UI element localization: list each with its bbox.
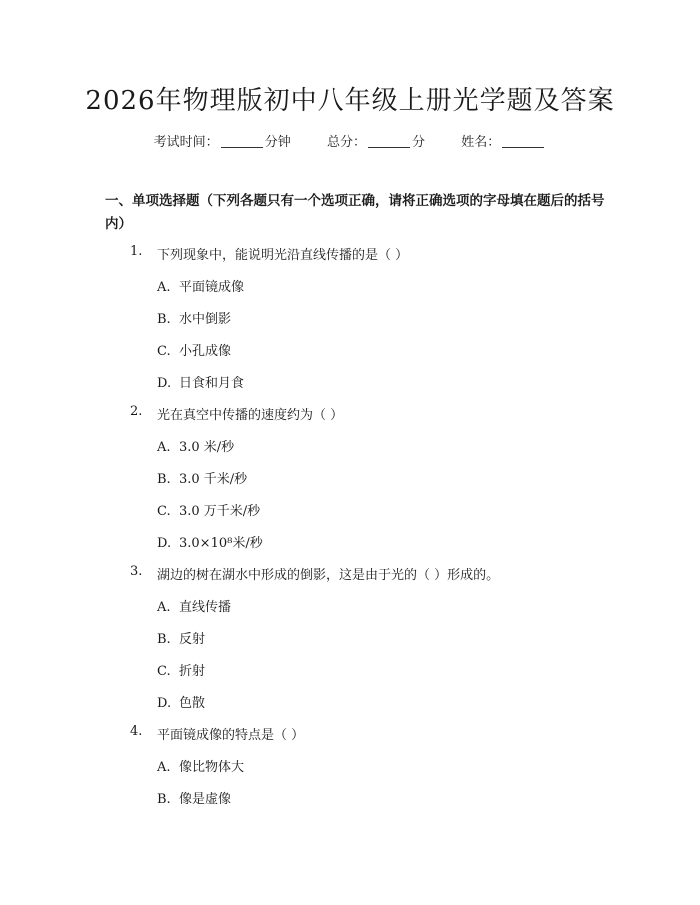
option-2b[interactable]: B. 3.0 千米/秒 (157, 472, 248, 487)
option-4b[interactable]: B. 像是虚像 (157, 792, 232, 807)
option-4a[interactable]: A. 像比物体大 (157, 760, 245, 775)
section-heading: 一、单项选择题（下列各题只有一个选项正确，请将正确选项的字母填在题后的括号内） (105, 193, 605, 232)
question-text: 平面镜成像的特点是（ ） (157, 728, 305, 743)
exam-info-line (0, 131, 700, 150)
option-3d[interactable]: D. 色散 (157, 696, 206, 711)
time-blank[interactable] (221, 135, 263, 148)
question-number: 2. (130, 404, 143, 419)
option-2d[interactable]: D. 3.0×10⁸米/秒 (157, 536, 263, 551)
question-number: 3. (130, 564, 143, 579)
option-2a[interactable]: A. 3.0 米/秒 (157, 440, 235, 455)
name-label: 姓名： (461, 135, 501, 150)
name-blank[interactable] (502, 135, 544, 148)
option-1d[interactable]: D. 日食和月食 (157, 376, 245, 391)
option-3c[interactable]: C. 折射 (157, 664, 206, 679)
option-1b[interactable]: B. 水中倒影 (157, 312, 232, 327)
score-unit: 分 (412, 135, 426, 150)
option-1c[interactable]: C. 小孔成像 (157, 344, 232, 359)
time-unit: 分钟 (264, 135, 291, 150)
question-number: 1. (130, 244, 143, 259)
question-text: 下列现象中，能说明光沿直线传播的是（ ） (157, 248, 409, 263)
option-1a[interactable]: A. 平面镜成像 (157, 280, 245, 295)
question-text: 湖边的树在湖水中形成的倒影，这是由于光的（ ）形成的。 (157, 568, 500, 583)
time-label: 考试时间： (153, 135, 219, 150)
question-text: 光在真空中传播的速度约为（ ） (157, 408, 344, 423)
page-title: 2026年物理版初中八年级上册光学题及答案 (85, 86, 615, 116)
option-2c[interactable]: C. 3.0 万千米/秒 (157, 504, 261, 519)
option-3b[interactable]: B. 反射 (157, 632, 206, 647)
score-blank[interactable] (368, 135, 410, 148)
question-number: 4. (130, 724, 143, 739)
option-3a[interactable]: A. 直线传播 (157, 600, 232, 615)
score-label: 总分： (326, 135, 366, 150)
